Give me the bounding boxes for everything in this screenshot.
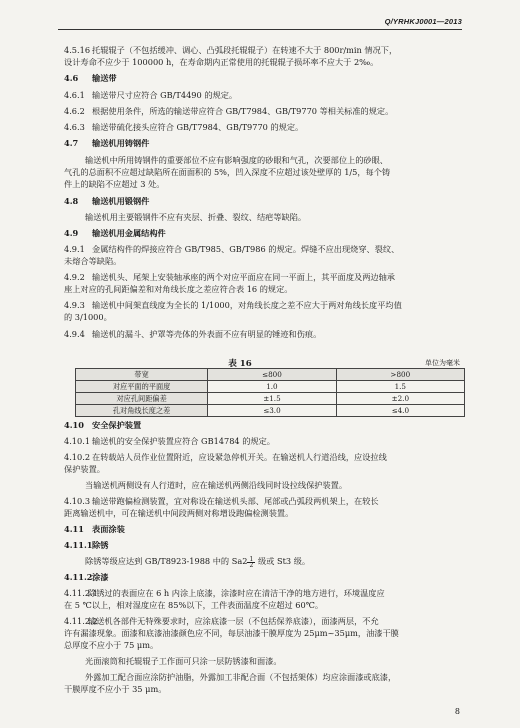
clause-heading: 输送机用锻钢件: [92, 196, 150, 206]
text-line: [64, 540, 462, 551]
table-row: [76, 393, 465, 405]
text-line: [64, 640, 462, 651]
text-line: [64, 196, 462, 207]
text-line: [64, 616, 462, 627]
page-number: 8: [454, 707, 460, 716]
clause-number: 4.9.1: [64, 244, 85, 254]
document-code: Q/YRHKJ0001—2013: [384, 17, 462, 26]
clause-text: 除锈过的表面应在 6 h 内涂上底漆，涂漆时应在清洁干净的地方进行，环境温度应: [88, 588, 385, 598]
clause-text: 在转载站人员作业位置附近，应设紧急停机开关。在输送机人行道沿线，应设拉线: [92, 452, 387, 462]
clause-text: 输送机头、尾架上安装轴承座的两个对应平面应在同一平面上，其平面度及两边轴承: [92, 272, 395, 282]
clause-text: 未熔合等缺陷。: [64, 256, 122, 266]
text-line: [64, 436, 462, 447]
clause-number: 4.9.2: [64, 272, 85, 282]
text-line: [64, 167, 462, 178]
table-header-cell: >800: [336, 369, 464, 381]
text-line: [64, 300, 462, 311]
text-line: [64, 672, 462, 683]
clause-number: 4.11.2.1: [64, 588, 98, 598]
clause-text: 件上的缺陷不应超过 3 处。: [64, 179, 165, 189]
clause-text: 气孔的总面积不应超过缺陷所在面面积的 5%，凹入深度不应超过该处壁厚的 1/5，每个铸: [64, 167, 391, 177]
table-title: 表 16: [228, 359, 252, 369]
clause-text: 距离输送机中，可在输送机中间段两侧对称增设跑偏检测装置。: [64, 508, 294, 518]
clause-text: 座上对应的孔间距偏差和对角线长度之差应符合表 16 的规定。: [64, 284, 293, 294]
clause-number: 4.6: [64, 73, 79, 83]
clause-text: 输送带跑偏检测装置，宜对称设在输送机头部、尾部或凸弧段两机架上，在较长: [92, 496, 379, 506]
clause-text: 输送机用主要锻钢件不应有夹层、折叠、裂纹、结疤等缺陷。: [85, 212, 307, 222]
rust-grade-text: 除锈等级应达到 GB/T8923-1988 中的 Sa2: [85, 556, 248, 566]
clause-text: 干膜厚度不应小于 35 μm。: [64, 684, 167, 694]
clause-text: 输送机中所用铸钢件的重要部位不应有影响强度的砂眼和气孔，次要部位上的砂眼、: [85, 155, 388, 165]
clause-heading: 涂漆: [92, 572, 109, 582]
text-line: [64, 600, 462, 611]
clause-number: 4.7: [64, 138, 79, 148]
text-line: [64, 244, 462, 255]
table-cell: 1.0: [208, 381, 336, 393]
clause-text: 光面滚筒和托辊辊子工作面可只涂一层防锈漆和面漆。: [85, 656, 282, 666]
clause-text: 许有漏漆现象。面漆和底漆油漆颜色应不同，每层油漆干膜厚度为 25μm~35μm，油漆干膜: [64, 628, 399, 638]
clause-text: 的 3/1000。: [64, 312, 112, 322]
text-line: [64, 656, 462, 667]
clause-number: 4.11: [64, 524, 84, 534]
clause-number: 4.8: [64, 196, 79, 206]
table-row: [76, 381, 465, 393]
table-cell: ±2.0: [336, 393, 464, 405]
text-line: [64, 155, 462, 166]
fraction-half: [247, 557, 255, 568]
text-line: [64, 684, 462, 695]
table-cell: ±1.5: [208, 393, 336, 405]
text-line: [64, 284, 462, 295]
clause-heading: 输送机用铸钢件: [92, 138, 150, 148]
clause-text: 输送机各部件无特殊要求时，应涂底漆一层（不包括保养底漆），面漆两层，不允: [88, 616, 379, 626]
clause-heading: 除锈: [92, 540, 109, 550]
clause-text: 在 5 ℃以上，相对湿度应在 85%以下，工件表面温度不应超过 60℃。: [64, 600, 324, 610]
clause-text: 输送机中间架直线度为全长的 1/1000，对角线长度之差不应大于两对角线长度平均值: [92, 300, 402, 310]
clause-text: 保护装置。: [64, 464, 105, 474]
table-header-row: [76, 369, 465, 381]
clause-text: 金属结构件的焊接应符合 GB/T985、GB/T986 的规定。焊缝不应出现烧穿、裂纹、: [92, 244, 400, 254]
clause-text: 托辊辊子（不包括缓冲、调心、凸弧段托辊辊子）在转速不大于 800r/min 情况下，: [92, 45, 398, 55]
clause-text: 设计寿命不应少于 100000 h，在寿命期内正常使用的托辊辊子损坏率不应大于 2‰。: [64, 57, 379, 67]
clause-heading: 输送机用金属结构件: [92, 228, 166, 238]
clause-number: 4.10.1: [64, 436, 91, 446]
clause-number: 4.9.3: [64, 300, 85, 310]
clause-heading: 输送带: [92, 73, 117, 83]
text-line: [64, 329, 462, 340]
clause-number: 4.10.2: [64, 452, 91, 462]
text-line: [64, 45, 462, 56]
clause-number: 4.11.2: [64, 572, 93, 582]
text-line: [64, 256, 462, 267]
clause-text: 输送带尺寸应符合 GB/T4490 的规定。: [92, 90, 238, 100]
fraction-denominator: 2: [249, 561, 254, 569]
text-line: [64, 496, 462, 507]
header-rule: [58, 29, 462, 30]
rust-grade-suffix: 级或 St3 级。: [258, 556, 311, 566]
clause-number: 4.10.3: [64, 496, 91, 506]
clause-heading: 安全保护装置: [92, 420, 142, 430]
fraction-numerator: 1: [247, 557, 255, 563]
table-cell: 对应孔间距偏差: [76, 393, 208, 405]
text-line: [64, 106, 462, 117]
text-line: [64, 572, 462, 583]
table-cell: 1.5: [336, 381, 464, 393]
clause-text: 输送机的漏斗、护罩等壳体的外表面不应有明显的锤迹和伤痕。: [92, 329, 322, 339]
clause-number: 4.10: [64, 420, 84, 430]
text-line: [64, 524, 462, 535]
text-line: [64, 272, 462, 283]
text-line: [64, 122, 462, 133]
table-16: [75, 368, 465, 417]
clause-text: 输送机的安全保护装置应符合 GB14784 的规定。: [92, 436, 275, 446]
text-line: [64, 464, 462, 475]
table-cell: ≤3.0: [208, 405, 336, 417]
clause-heading: 表面涂装: [92, 524, 125, 534]
text-line: [64, 228, 462, 239]
clause-text: 总厚度不应小于 75 μm。: [64, 640, 159, 650]
clause-number: 4.11.1: [64, 540, 93, 550]
text-line: [64, 90, 462, 101]
text-line: [64, 212, 462, 223]
text-line: [64, 138, 462, 149]
clause-number: 4.6.2: [64, 106, 85, 116]
clause-text: 输送带硫化接头应符合 GB/T7984、GB/T9770 的规定。: [92, 122, 304, 132]
table-cell: ≤4.0: [336, 405, 464, 417]
text-line: [64, 57, 462, 68]
text-line: [64, 628, 462, 639]
text-line: [64, 73, 462, 84]
clause-text: 根据使用条件，所选的输送带应符合 GB/T7984、GB/T9770 等相关标准的规定。: [92, 106, 394, 116]
clause-number: 4.6.1: [64, 90, 85, 100]
clause-number: 4.6.3: [64, 122, 85, 132]
clause-number: 4.11.2.2: [64, 616, 98, 626]
text-line: [64, 588, 462, 599]
clause-number: 4.9: [64, 228, 79, 238]
text-line: [64, 452, 462, 463]
table-unit: 单位为毫米: [425, 359, 460, 367]
text-line: [64, 179, 462, 190]
table-header-cell: ≤800: [208, 369, 336, 381]
table-cell: 对应平面的平面度: [76, 381, 208, 393]
text-line: [64, 480, 462, 491]
rust-grade-line: [64, 556, 462, 568]
text-line: [64, 312, 462, 323]
clause-text: 外露加工配合面应涂防护油脂，外露加工非配合面（不包括架体）均应涂面漆或底漆，: [85, 672, 397, 682]
clause-text: 当输送机两侧设有人行道时，应在输送机两侧沿线同时设拉线保护装置。: [85, 480, 348, 490]
text-line: [64, 420, 462, 431]
table-row: [76, 405, 465, 417]
clause-number: 4.9.4: [64, 329, 85, 339]
table-cell: 孔对角线长度之差: [76, 405, 208, 417]
text-line: [64, 508, 462, 519]
clause-number: 4.5.16: [64, 45, 91, 55]
table-header-cell: 带宽: [76, 369, 208, 381]
